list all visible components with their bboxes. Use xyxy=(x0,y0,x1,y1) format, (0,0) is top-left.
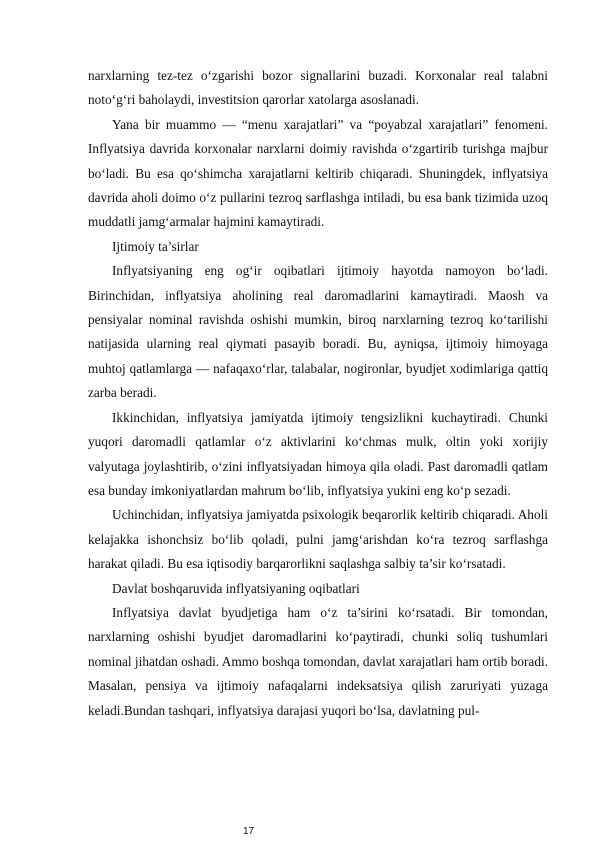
paragraph-menu-costs: Yana bir muammo — “menu xarajatlari” va “poyabzal xarajatlari” fenomeni. Inflyatsiya davrida korxonalar narxlarni doimiy ravishda o‘zgartirib turishga majbur bo‘ladi. Bu esa qo‘shimcha xarajatlarni keltirib chiqaradi. Shuningdek, inflyatsiya davrida aholi doimo o‘z pullarini tezroq sarflashga intiladi, bu esa bank tizimida uzoq muddatli jamg‘armalar hajmini kamaytiradi. xyxy=(88,116,548,230)
paragraph-social-consequences: Inflyatsiyaning eng og‘ir oqibatlari ijtimoiy hayotda namoyon bo‘ladi. Birinchidan, inflyatsiya aholining real daromadlarini kamaytiradi. Maosh va pensiyalar nominal ravishda oshishi mumkin, biroq narxlarning tezroq ko‘tarilishi natijasida ularning real qiymati pasayib boradi. Bu, ayniqsa, ijtimoiy himoyaga muhtoj qatlamlarga — nafaqaxo‘rlar, talabalar, nogironlar, byudjet xodimlariga qattiq zarba beradi. xyxy=(88,263,548,401)
document-page xyxy=(88,64,548,723)
paragraph-psychological: Uchinchidan, inflyatsiya jamiyatda psixologik beqarorlik keltirib chiqaradi. Aholi kelajakka ishonchsiz bo‘lib qoladi, pulni jamg‘arishdan ko‘ra tezroq sarflashga harakat qiladi. Bu esa iqtisodiy barqarorlikni saqlashga salbiy ta’sir ko‘rsatadi. xyxy=(88,507,548,572)
page-number: 17 xyxy=(243,826,255,837)
paragraph-inequality: Ikkinchidan, inflyatsiya jamiyatda ijtimoiy tengsizlikni kuchaytiradi. Chunki yuqori daromadli qatlamlar o‘z aktivlarini ko‘chmas mulk, oltin yoki xorijiy valyutaga joylashtirib, o‘zini inflyatsiyadan himoya qila oladi. Past daromadli qatlam esa bunday imkoniyatlardan mahrum bo‘lib, inflyatsiya yukini eng ko‘p sezadi. xyxy=(88,409,548,498)
section-heading-social-effects: Ijtimoiy ta’sirlar xyxy=(112,238,199,254)
section-heading-state-governance: Davlat boshqaruvida inflyatsiyaning oqibatlari xyxy=(112,580,360,596)
paragraph-state-budget: Inflyatsiya davlat byudjetiga ham o‘z ta’sirini ko‘rsatadi. Bir tomondan, narxlarning oshishi byudjet daromadlarini ko‘paytiradi, chunki soliq tushumlari nominal jihatdan oshadi. Ammo boshqa tomondan, davlat xarajatlari ham ortib boradi. Masalan, pensiya va ijtimoiy nafaqalarni indeksatsiya qilish zaruriyati yuzaga keladi.Bundan tashqari, inflyatsiya darajasi yuqori bo‘lsa, davlatning pul- xyxy=(88,604,548,718)
paragraph-continuation: narxlarning tez-tez o‘zgarishi bozor signallarini buzadi. Korxonalar real talabni noto‘g‘ri baholaydi, investitsion qarorlar xatolarga asoslanadi. xyxy=(88,68,548,108)
